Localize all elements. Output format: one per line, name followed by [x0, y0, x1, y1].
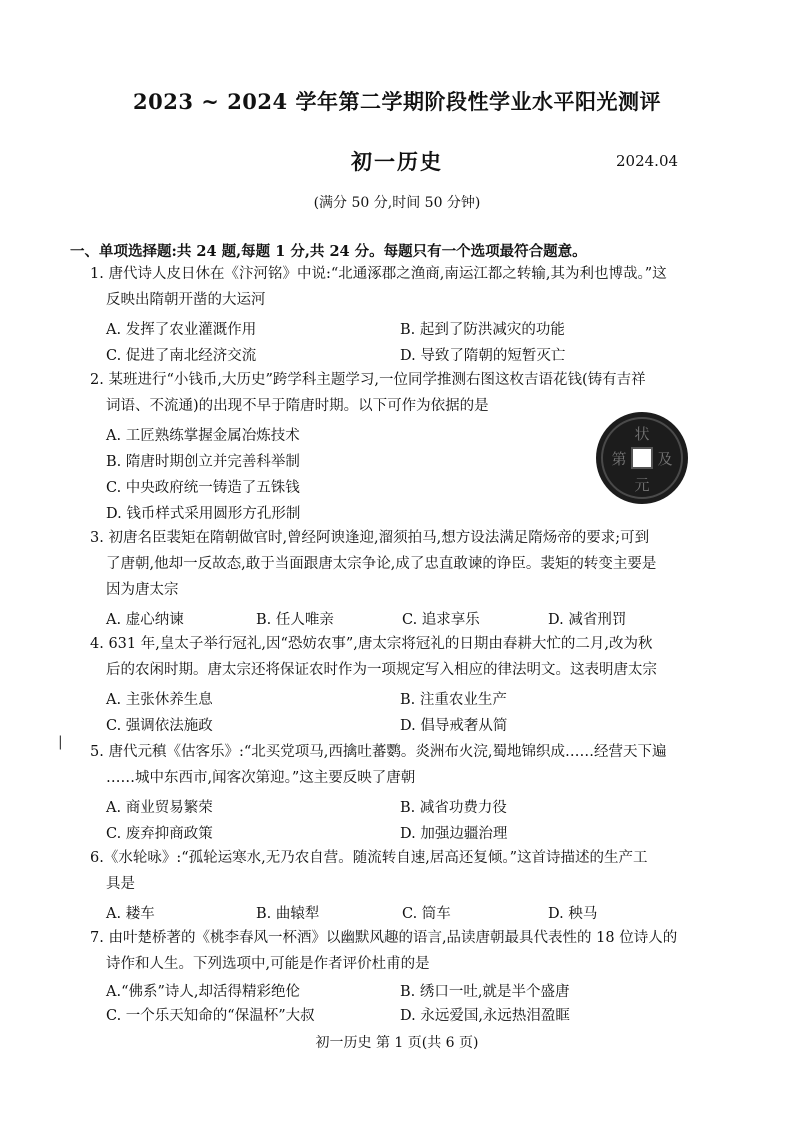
question-4-option-c: C. 强调依法施政 — [106, 718, 213, 734]
question-4-option-b: B. 注重农业生产 — [400, 692, 507, 708]
exam-date: 2024.04 — [616, 152, 679, 170]
question-2-option-d: D. 钱币样式采用圆形方孔形制 — [106, 506, 301, 522]
question-6-line-1: 6.《水轮咏》:“孤轮运寒水,无乃农自营。随流转自速,居高还复倾。”这首诗描述的生产工 — [90, 850, 648, 866]
question-6-option-c: C. 筒车 — [402, 906, 451, 922]
question-2-line-2: 词语、不流通)的出现不早于隋唐时期。以下可作为依据的是 — [106, 398, 489, 414]
question-3-option-a: A. 虚心纳谏 — [106, 612, 184, 628]
question-6-option-a: A. 耧车 — [106, 906, 155, 922]
page-footer: 初一历史 第 1 页(共 6 页) — [315, 1035, 479, 1051]
question-1-option-d: D. 导致了隋朝的短暂灭亡 — [400, 348, 566, 364]
question-2-line-1: 2. 某班进行“小钱币,大历史”跨学科主题学习,一位同学推测右图这枚吉语花钱(铸有吉祥 — [90, 372, 646, 388]
coin-char-left: 第 — [611, 450, 627, 468]
question-5-option-b: B. 减省功费力役 — [400, 800, 507, 816]
question-1-option-a: A. 发挥了农业灌溉作用 — [106, 322, 257, 338]
question-7-option-c: C. 一个乐天知命的“保温杯”大叔 — [106, 1008, 315, 1024]
subject-title: 初一历史 — [351, 149, 443, 174]
question-7-option-b: B. 绣口一吐,就是半个盛唐 — [400, 984, 570, 1000]
score-note: (满分 50 分,时间 50 分钟) — [313, 195, 481, 211]
question-3-option-b: B. 任人唯亲 — [256, 612, 334, 628]
question-3-line-2: 了唐朝,他却一反故态,敢于当面跟唐太宗争论,成了忠直敢谏的诤臣。裴矩的转变主要是 — [106, 556, 657, 572]
question-6-option-d: D. 秧马 — [548, 906, 598, 922]
coin-char-bottom: 元 — [634, 476, 650, 494]
question-4-line-1: 4. 631 年,皇太子举行冠礼,因“恐妨农事”,唐太宗将冠礼的日期由春耕大忙的二月,改为秋 — [90, 636, 653, 652]
question-1-option-c: C. 促进了南北经济交流 — [106, 348, 257, 364]
question-3-option-d: D. 减省刑罚 — [548, 612, 627, 628]
margin-mark: | — [58, 734, 63, 750]
question-7-line-1: 7. 由叶楚桥著的《桃李春风一杯酒》以幽默风趣的语言,品读唐朝最具代表性的 18 位诗人的 — [90, 930, 678, 946]
coin-square-hole — [632, 448, 652, 468]
question-5-line-2: ……城中东西市,闻客次第迎。”这主要反映了唐朝 — [106, 770, 416, 786]
question-1-line-2: 反映出隋朝开凿的大运河 — [106, 292, 266, 308]
question-2-option-b: B. 隋唐时期创立并完善科举制 — [106, 454, 300, 470]
question-1-line-1: 1. 唐代诗人皮日休在《汴河铭》中说:“北通涿郡之渔商,南运江都之转输,其为利也博哉。”这 — [90, 266, 667, 282]
question-4-option-a: A. 主张休养生息 — [106, 692, 213, 708]
coin-char-top: 状 — [634, 425, 650, 443]
question-7-option-d: D. 永远爱国,永远热泪盈眶 — [400, 1008, 570, 1024]
question-4-option-d: D. 倡导戒奢从简 — [400, 718, 508, 734]
question-5-option-d: D. 加强边疆治理 — [400, 826, 508, 842]
question-6-line-2: 具是 — [106, 876, 135, 892]
question-3-line-3: 因为唐太宗 — [106, 582, 179, 598]
question-5-option-a: A. 商业贸易繁荣 — [106, 800, 213, 816]
exam-title: 2023 ~ 2024 学年第二学期阶段性学业水平阳光测评 — [133, 89, 661, 114]
question-1-option-b: B. 起到了防洪减灾的功能 — [400, 322, 565, 338]
question-2-option-c: C. 中央政府统一铸造了五铢钱 — [106, 480, 300, 496]
question-7-line-2: 诗作和人生。下列选项中,可能是作者评价杜甫的是 — [106, 956, 430, 972]
question-3-line-1: 3. 初唐名臣裴矩在隋朝做官时,曾经阿谀逢迎,溜须拍马,想方设法满足隋炀帝的要求;可到 — [90, 530, 650, 546]
section-heading: 一、单项选择题:共 24 题,每题 1 分,共 24 分。每题只有一个选项最符合题意。 — [70, 243, 587, 260]
coin-char-right: 及 — [657, 450, 673, 468]
question-5-option-c: C. 废弃抑商政策 — [106, 826, 213, 842]
question-3-option-c: C. 追求享乐 — [402, 612, 480, 628]
question-5-line-1: 5. 唐代元稹《估客乐》:“北买党项马,西擒吐蕃鹦。炎洲布火浣,蜀地锦织成……经营天下遍 — [90, 744, 667, 760]
coin-image — [594, 410, 690, 506]
question-6-option-b: B. 曲辕犁 — [256, 906, 320, 922]
question-4-line-2: 后的农闲时期。唐太宗还将保证农时作为一项规定写入相应的律法明文。这表明唐太宗 — [106, 662, 657, 678]
question-2-option-a: A. 工匠熟练掌握金属冶炼技术 — [106, 428, 300, 444]
question-7-option-a: A.“佛系”诗人,却活得精彩绝伦 — [106, 984, 301, 1000]
